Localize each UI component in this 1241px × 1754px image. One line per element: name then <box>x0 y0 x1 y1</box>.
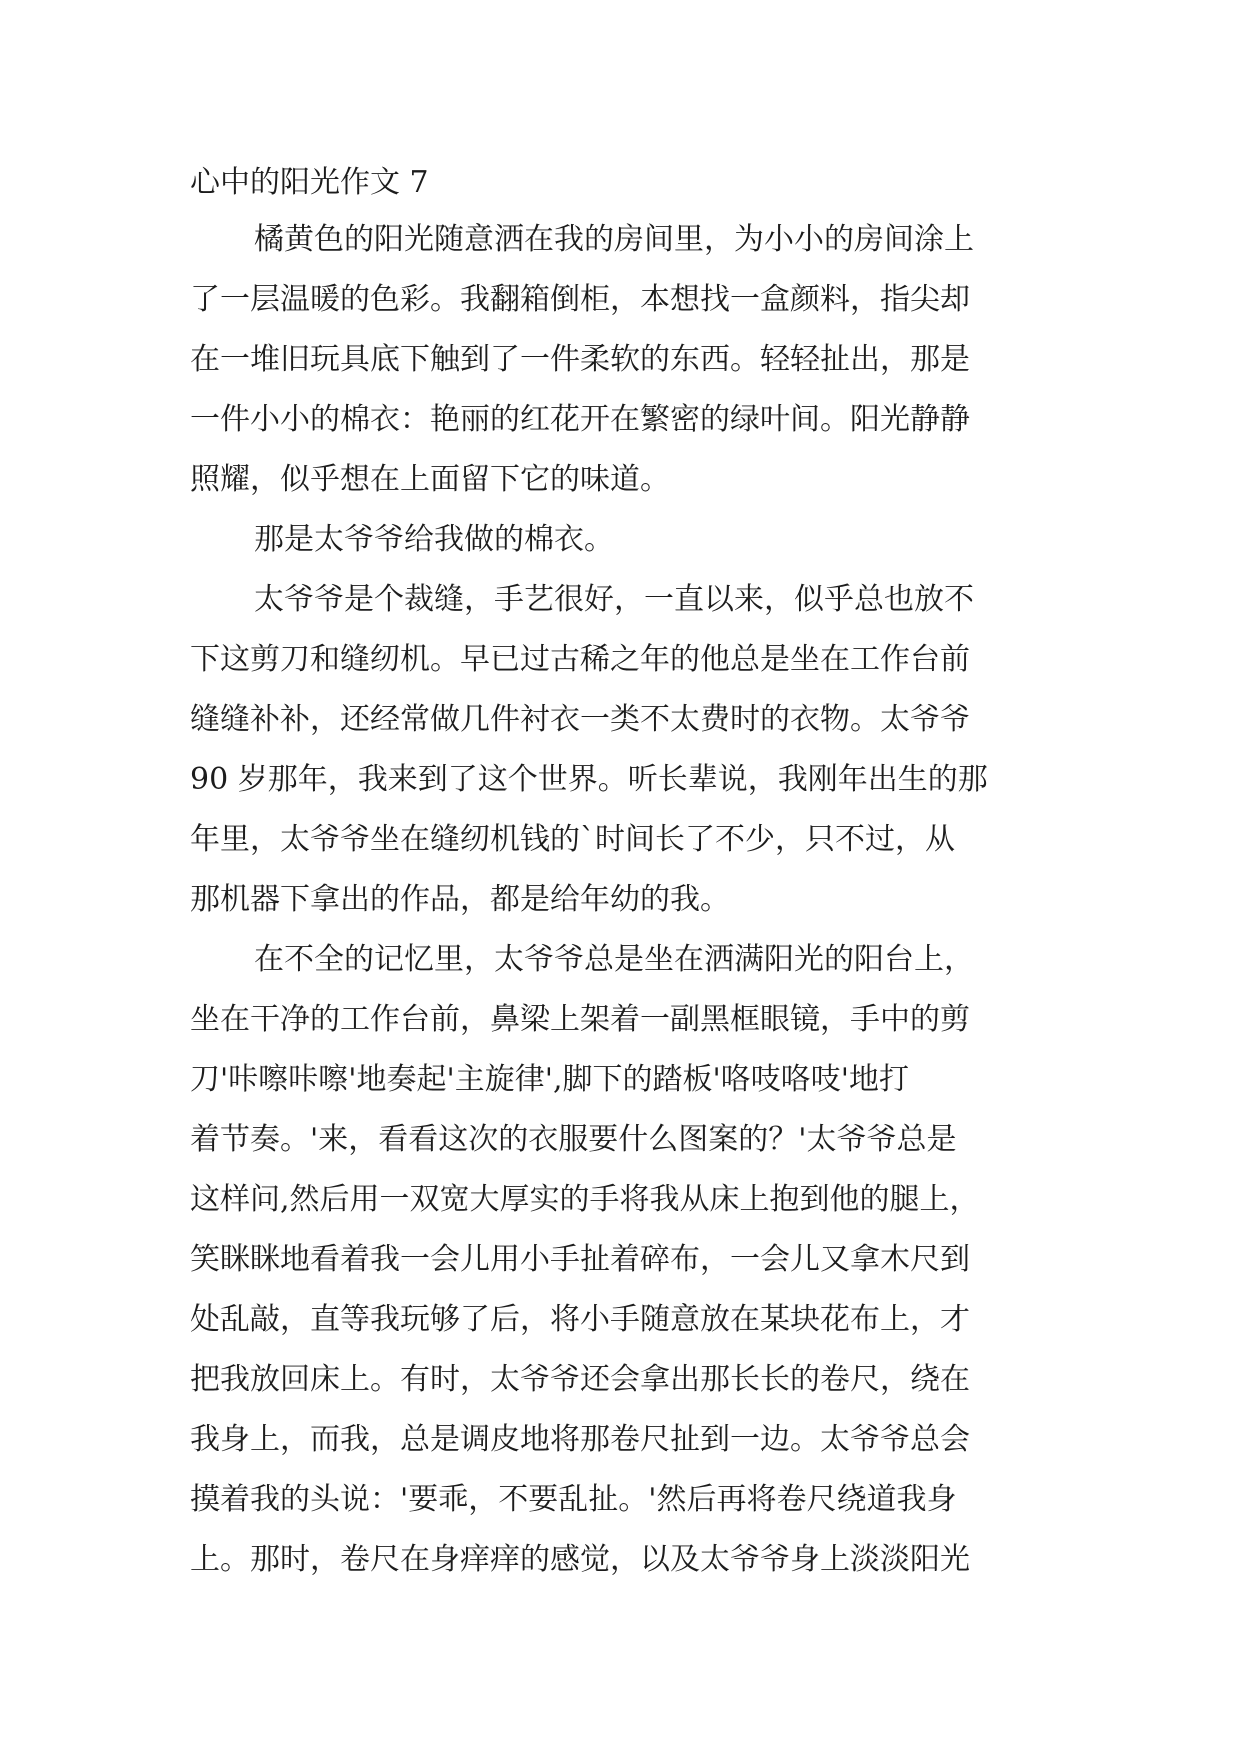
text-line: 摸着我的头说：'要乖，不要乱扯。'然后再将卷尺绕道我身 <box>190 1482 957 1517</box>
text-line: 下这剪刀和缝纫机。早已过古稀之年的他总是坐在工作台前 <box>190 642 970 677</box>
text-line: 了一层温暖的色彩。我翻箱倒柜，本想找一盒颜料，指尖却 <box>190 282 970 317</box>
text-line: 处乱敲，直等我玩够了后，将小手随意放在某块花布上，才 <box>190 1302 970 1337</box>
text-line: 我身上，而我，总是调皮地将那卷尺扯到一边。太爷爷总会 <box>190 1422 970 1457</box>
document-title: 心中的阳光作文 7 <box>190 165 429 200</box>
text-line: 橘黄色的阳光随意洒在我的房间里，为小小的房间涂上 <box>254 222 974 257</box>
text-line: 缝缝补补，还经常做几件衬衣一类不太费时的衣物。太爷爷 <box>190 702 970 737</box>
text-line: 把我放回床上。有时，太爷爷还会拿出那长长的卷尺，绕在 <box>190 1362 970 1397</box>
text-line: 坐在干净的工作台前，鼻梁上架着一副黑框眼镜，手中的剪 <box>190 1002 970 1037</box>
text-line: 年里，太爷爷坐在缝纫机钱的`时间长了不少，只不过，从 <box>190 822 955 857</box>
text-line: 那机器下拿出的作品，都是给年幼的我。 <box>190 882 730 917</box>
text-line: 笑眯眯地看着我一会儿用小手扯着碎布，一会儿又拿木尺到 <box>190 1242 970 1277</box>
text-line: 这样问,然后用一双宽大厚实的手将我从床上抱到他的腿上， <box>190 1182 980 1217</box>
document-body <box>190 160 1060 1590</box>
text-line: 那是太爷爷给我做的棉衣。 <box>254 522 614 557</box>
text-line: 在不全的记忆里，太爷爷总是坐在洒满阳光的阳台上， <box>254 942 974 977</box>
text-line: 上。那时，卷尺在身痒痒的感觉，以及太爷爷身上淡淡阳光 <box>190 1542 970 1577</box>
text-line: 着节奏。'来，看看这次的衣服要什么图案的？'太爷爷总是 <box>190 1122 957 1157</box>
text-line: 刀'咔嚓咔嚓'地奏起'主旋律',脚下的踏板'咯吱咯吱'地打 <box>190 1062 910 1097</box>
text-lines <box>190 210 1060 1590</box>
text-line: 一件小小的棉衣：艳丽的红花开在繁密的绿叶间。阳光静静 <box>190 402 970 437</box>
text-line: 照耀，似乎想在上面留下它的味道。 <box>190 462 670 497</box>
text-line: 太爷爷是个裁缝，手艺很好，一直以来，似乎总也放不 <box>254 582 974 617</box>
text-line: 90 岁那年，我来到了这个世界。听长辈说，我刚年出生的那 <box>190 762 988 797</box>
text-line: 在一堆旧玩具底下触到了一件柔软的东西。轻轻扯出，那是 <box>190 342 970 377</box>
